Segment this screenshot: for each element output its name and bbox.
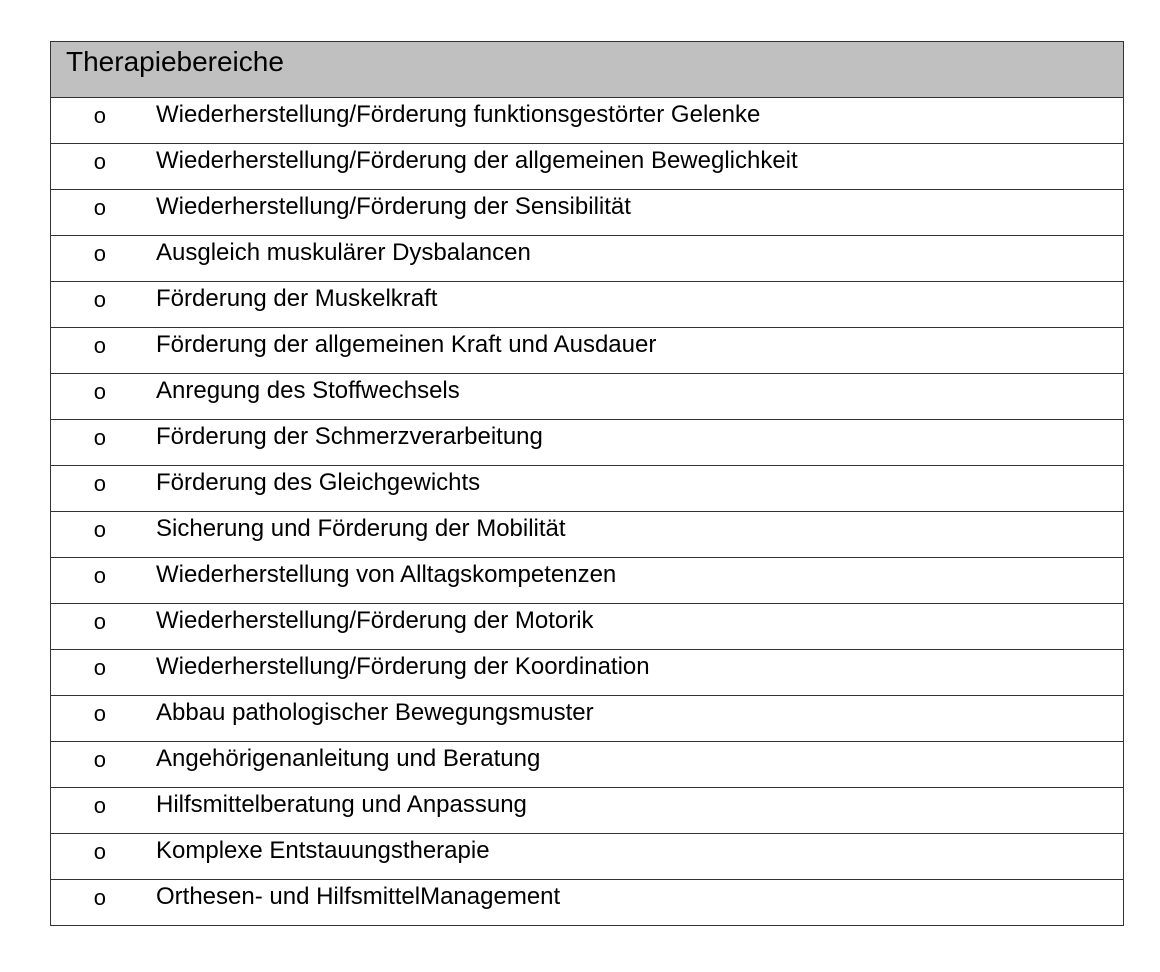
table-row (51, 880, 1124, 926)
table-cell (51, 512, 1124, 558)
table-cell (51, 834, 1124, 880)
table-row (51, 236, 1124, 282)
list-item-text: Wiederherstellung/Förderung der allgemeinen Beweglichkeit (156, 147, 798, 174)
table-cell (51, 742, 1124, 788)
table-cell (51, 880, 1124, 926)
table-body (51, 98, 1124, 926)
list-item-text: Wiederherstellung/Förderung der Motorik (156, 607, 594, 634)
table-row (51, 144, 1124, 190)
table-row (51, 420, 1124, 466)
table-cell (51, 788, 1124, 834)
table-row (51, 742, 1124, 788)
bullet-icon: o (93, 241, 106, 266)
list-item-text: Wiederherstellung/Förderung der Sensibilität (156, 193, 631, 220)
list-item-text: Förderung der allgemeinen Kraft und Ausdauer (156, 331, 657, 358)
bullet-icon: o (93, 563, 106, 588)
table-row (51, 328, 1124, 374)
table-row (51, 190, 1124, 236)
table-row (51, 512, 1124, 558)
list-item-text: Wiederherstellung von Alltagskompetenzen (156, 561, 617, 588)
list-item-text: Förderung der Schmerzverarbeitung (156, 423, 543, 450)
table-cell (51, 98, 1124, 144)
bullet-icon: o (93, 517, 106, 542)
table-cell (51, 650, 1124, 696)
therapy-table (50, 41, 1124, 926)
table-row (51, 788, 1124, 834)
bullet-icon: o (93, 655, 106, 680)
table-cell (51, 696, 1124, 742)
list-item-text: Orthesen- und HilfsmittelManagement (156, 883, 561, 910)
table-header-row (51, 42, 1124, 98)
table-row (51, 282, 1124, 328)
list-item-text: Anregung des Stoffwechsels (156, 377, 460, 404)
bullet-icon: o (93, 701, 106, 726)
table-row (51, 834, 1124, 880)
list-item-text: Wiederherstellung/Förderung funktionsgestörter Gelenke (156, 101, 761, 128)
bullet-icon: o (93, 149, 106, 174)
bullet-icon: o (93, 333, 106, 358)
list-item-text: Ausgleich muskulärer Dysbalancen (156, 239, 531, 266)
table-row (51, 374, 1124, 420)
table-row (51, 650, 1124, 696)
list-item-text: Wiederherstellung/Förderung der Koordination (156, 653, 650, 680)
bullet-icon: o (93, 287, 106, 312)
table-header: Therapiebereiche (51, 42, 1124, 98)
table-cell (51, 282, 1124, 328)
table-row (51, 604, 1124, 650)
list-item-text: Förderung des Gleichgewichts (156, 469, 481, 496)
table-cell (51, 604, 1124, 650)
table-row (51, 466, 1124, 512)
table-row (51, 98, 1124, 144)
list-item-text: Komplexe Entstauungstherapie (156, 837, 490, 864)
table-cell (51, 328, 1124, 374)
bullet-icon: o (93, 609, 106, 634)
list-item-text: Angehörigenanleitung und Beratung (156, 745, 541, 772)
list-item-text: Sicherung und Förderung der Mobilität (156, 515, 566, 542)
table-cell (51, 236, 1124, 282)
bullet-icon: o (93, 103, 106, 128)
bullet-icon: o (93, 471, 106, 496)
bullet-icon: o (93, 793, 106, 818)
table-cell (51, 466, 1124, 512)
bullet-icon: o (93, 425, 106, 450)
bullet-icon: o (93, 747, 106, 772)
list-item-text: Hilfsmittelberatung und Anpassung (156, 791, 527, 818)
bullet-icon: o (93, 885, 106, 910)
bullet-icon: o (93, 195, 106, 220)
table-cell (51, 144, 1124, 190)
table-cell (51, 190, 1124, 236)
list-item-text: Abbau pathologischer Bewegungsmuster (156, 699, 594, 726)
table-row (51, 558, 1124, 604)
table-cell (51, 558, 1124, 604)
table-cell (51, 420, 1124, 466)
bullet-icon: o (93, 379, 106, 404)
table-cell (51, 374, 1124, 420)
list-item-text: Förderung der Muskelkraft (156, 285, 438, 312)
table-row (51, 696, 1124, 742)
bullet-icon: o (93, 839, 106, 864)
